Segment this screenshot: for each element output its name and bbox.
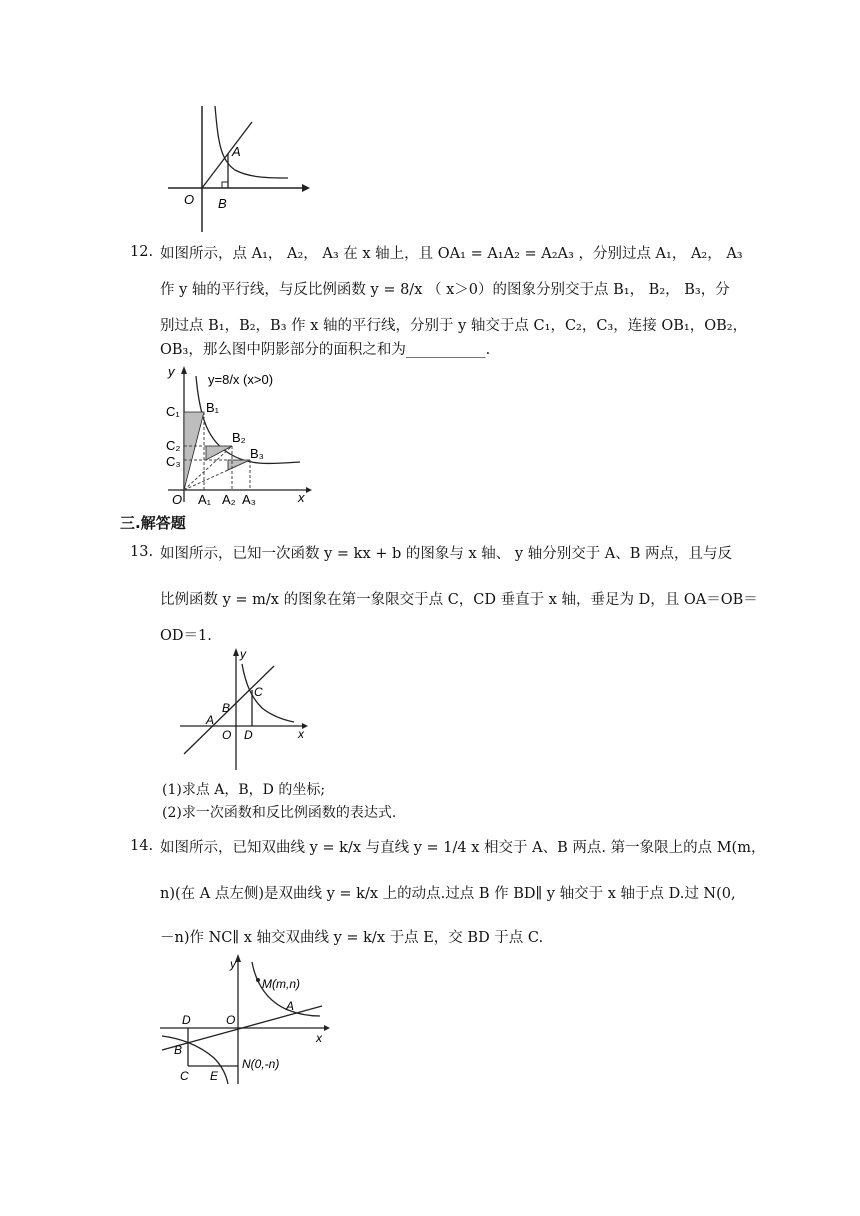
label-B3: B₃ <box>250 446 264 461</box>
q12-number: 12. <box>130 244 154 260</box>
label-C2: C₂ <box>166 438 181 453</box>
section-heading: 三.解答题 <box>120 514 186 532</box>
label-y: y <box>168 364 175 379</box>
label-B: B <box>218 196 227 211</box>
label-O: O <box>172 492 183 507</box>
label-x: x <box>298 490 305 505</box>
label-N: N(0,-n) <box>242 1057 280 1071</box>
q13-sub-2: (2)求一次函数和反比例函数的表达式. <box>162 805 397 821</box>
q12-line-3: 别过点 B₁，B₂，B₃ 作 x 轴的平行线，分别于 y 轴交于点 C₁，C₂，C₃，连接 OB₁，OB₂， <box>160 318 748 334</box>
q13-figure <box>172 646 312 774</box>
label-y: y <box>230 957 236 971</box>
label-C1: C₁ <box>166 404 180 419</box>
label-A1: A₁ <box>198 492 212 507</box>
label-A2: A₂ <box>222 492 236 507</box>
label-O: O <box>184 192 195 207</box>
label-y: y <box>240 647 246 661</box>
q11-figure <box>160 100 310 235</box>
label-M: M(m,n) <box>262 977 300 991</box>
label-C: C <box>254 685 263 699</box>
q14-figure <box>158 954 334 1086</box>
label-B: B <box>222 701 231 715</box>
label-O: O <box>226 1013 236 1027</box>
q13-line-2: 比例函数 y = m/x 的图象在第一象限交于点 C，CD 垂直于 x 轴，垂足为 D，且 OA＝OB＝ <box>160 592 758 608</box>
label-B1: B₁ <box>206 400 220 415</box>
label-A: A <box>206 713 215 727</box>
label-D: D <box>182 1013 191 1027</box>
q13-number: 13. <box>130 544 154 560</box>
q14-number: 14. <box>130 838 154 854</box>
label-B2: B₂ <box>232 430 246 445</box>
q13-sub-1: (1)求点 A，B，D 的坐标; <box>162 782 326 798</box>
label-A3: A₃ <box>242 492 256 507</box>
label-A: A <box>286 999 295 1013</box>
label-B: B <box>174 1043 183 1057</box>
label-x: x <box>298 727 304 741</box>
label-C3: C₃ <box>166 454 181 469</box>
q12-line-2: 作 y 轴的平行线，与反比例函数 y = 8/x （ x＞0）的图象分别交于点 B₁， B₂， B₃，分 <box>160 282 730 298</box>
q14-line-1: 如图所示，已知双曲线 y = k/x 与直线 y = 1/4 x 相交于 A、B 两点. 第一象限上的点 M(m， <box>160 840 766 856</box>
q14-line-2: n)(在 A 点左侧)是双曲线 y = k/x 上的动点.过点 B 作 BD∥ y 轴交于 x 轴于点 D.过 N(0, <box>160 886 736 902</box>
q13-line-1: 如图所示，已知一次函数 y = kx + b 的图象与 x 轴、 y 轴分别交于 A、B 两点，且与反 <box>160 546 733 562</box>
q12-line-1: 如图所示，点 A₁， A₂， A₃ 在 x 轴上，且 OA₁ = A₁A₂ = A₂A₃ ，分别过点 A₁， A₂， A₃ <box>160 246 743 262</box>
q12-figure <box>160 362 320 510</box>
label-E: E <box>210 1069 219 1083</box>
label-C: C <box>180 1069 189 1083</box>
label-O: O <box>222 728 232 742</box>
q14-line-3: －n)作 NC∥ x 轴交双曲线 y = k/x 于点 E，交 BD 于点 C. <box>160 930 544 946</box>
label-A: A <box>232 144 241 159</box>
label-D: D <box>244 728 253 742</box>
label-x: x <box>316 1031 322 1045</box>
q13-line-3: OD＝1. <box>160 628 212 644</box>
function-label: y=8/x (x>0) <box>208 372 274 387</box>
q12-line-4: OB₃，那么图中阴影部分的面积之和为___________. <box>160 342 491 358</box>
